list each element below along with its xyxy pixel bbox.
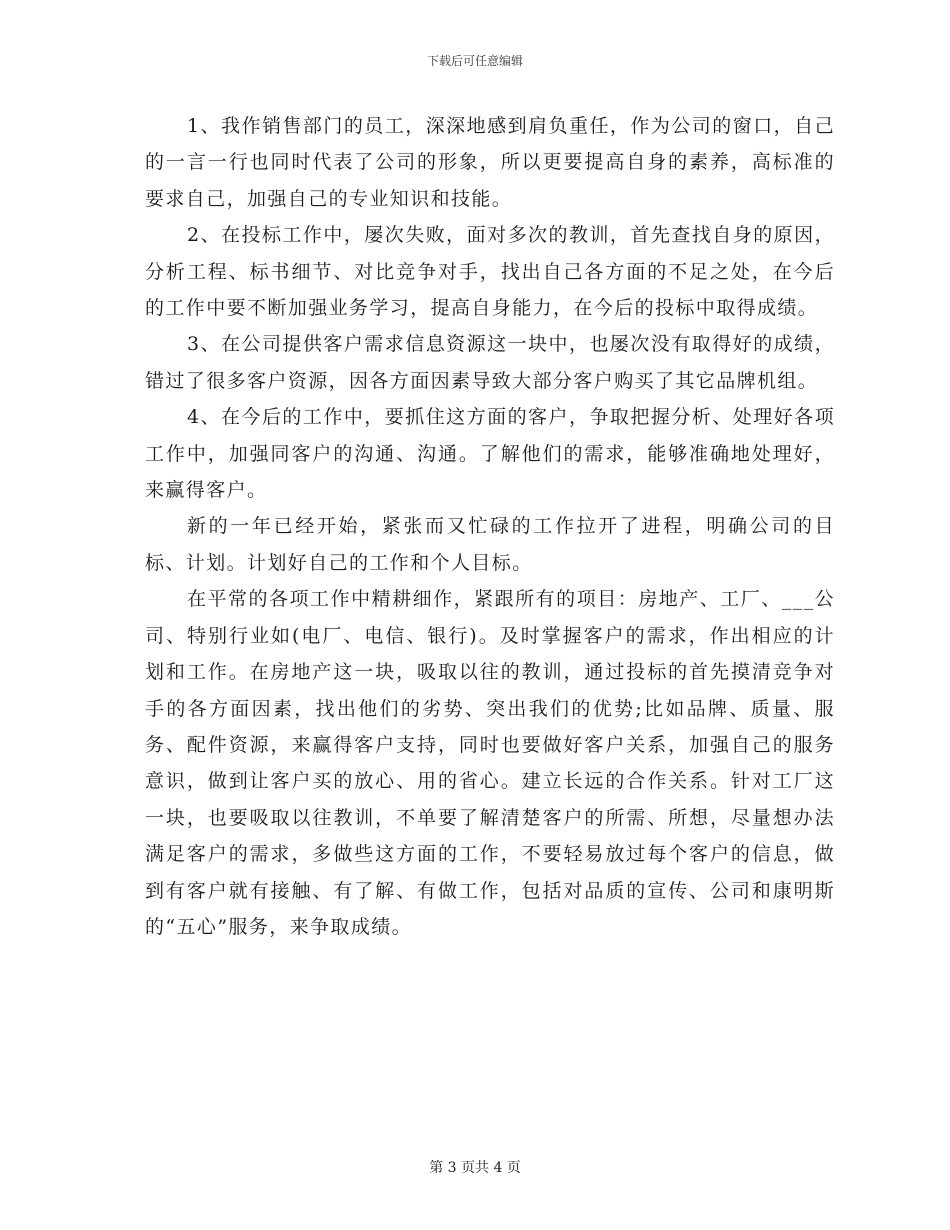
paragraph-6: 在平常的各项工作中精耕细作，紧跟所有的项目：房地产、工厂、___公司、特别行业如(电厂、电信、银行)。及时掌握客户的需求，作出相应的计划和工作。在房地产这一块，吸取以往的教训，通过投标的首先摸清竞争对手的各方面因素，找出他们的劣势、突出我们的优势;比如品牌、质量、服务、配件资源，来赢得客户支持，同时也要做好客户关系，加强自己的服务意识，做到让客户买的放心、用的省心。建立长远的合作关系。针对工厂这一块，也要吸取以往教训，不单要了解清楚客户的所需、所想，尽量想办法满足客户的需求，多做些这方面的工作，不要轻易放过每个客户的信息，做到有客户就有接触、有了解、有做工作，包括对品质的宣传、公司和康明斯的“五心”服务，来争取成绩。: [145, 588, 835, 938]
page-number: 第 3 页共 4 页: [429, 1160, 521, 1176]
paragraph-2: 2、在投标工作中，屡次失败，面对多次的教训，首先查找自身的原因，分析工程、标书细节、对比竞争对手，找出自己各方面的不足之处，在今后的工作中要不断加强业务学习，提高自身能力，在今后的投标中取得成绩。: [145, 224, 835, 320]
paragraph-5: 新的一年已经开始，紧张而又忙碌的工作拉开了进程，明确公司的目标、计划。计划好自己的工作和个人目标。: [145, 515, 835, 574]
paragraph-1: 1、我作销售部门的员工，深深地感到肩负重任，作为公司的窗口，自己的一言一行也同时代表了公司的形象，所以更要提高自身的素养，高标准的要求自己，加强自己的专业知识和技能。: [145, 115, 835, 210]
page-header: 下载后可任意编辑: [426, 54, 523, 68]
paragraph-3: 3、在公司提供客户需求信息资源这一块中，也屡次没有取得好的成绩，错过了很多客户资源，因各方面因素导致大部分客户购买了其它品牌机组。: [145, 333, 835, 392]
paragraph-4: 4、在今后的工作中，要抓住这方面的客户，争取把握分析、处理好各项工作中，加强同客户的沟通、沟通。了解他们的需求，能够准确地处理好，来赢得客户。: [145, 406, 835, 502]
document-body: [145, 108, 835, 945]
